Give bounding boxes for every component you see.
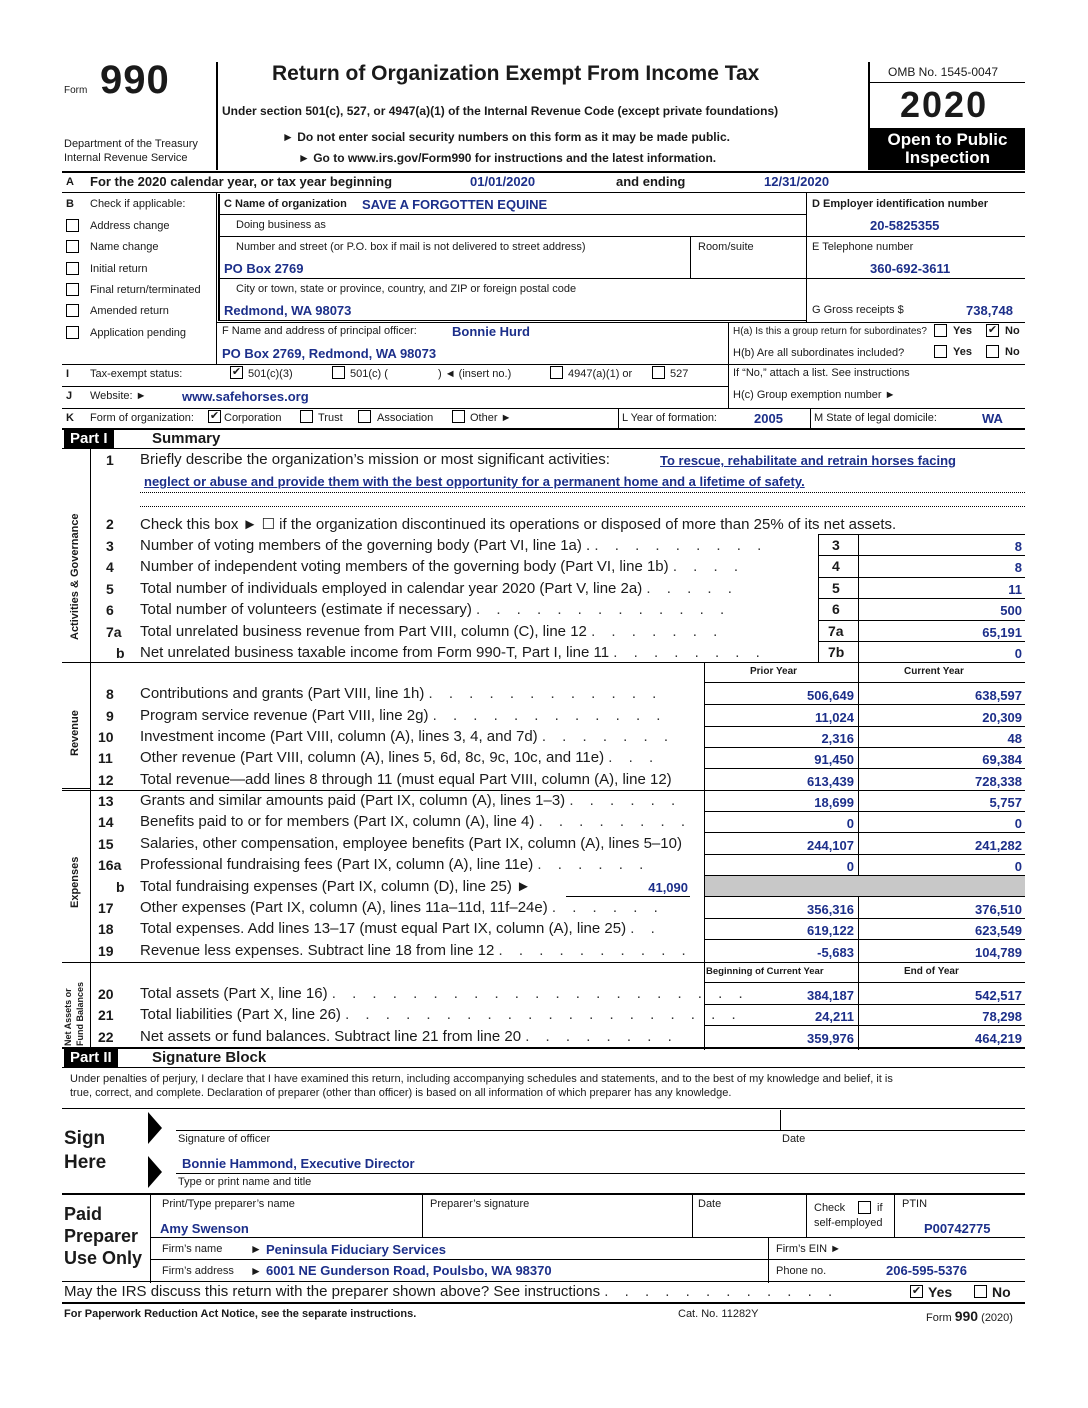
side-label-revenue: Revenue (69, 710, 81, 756)
ha-label: H(a) Is this a group return for subordinates? (733, 326, 927, 337)
line-4-number: 4 (106, 559, 114, 575)
ha-no-label: No (1005, 325, 1020, 337)
address-change-label: Address change (90, 220, 170, 232)
line-7b-text: Net unrelated business taxable income from Form 990-T, Part I, line 11 . . . . . . . . (140, 644, 766, 661)
line-13-current: 5,757 (989, 795, 1022, 810)
line-11-current: 69,384 (982, 752, 1022, 767)
preparer-label: Preparer (64, 1226, 139, 1246)
corporation-checkbox[interactable]: ✔ (209, 410, 220, 422)
line-22-prior: 359,976 (807, 1031, 854, 1046)
line-6-box: 6 (832, 601, 840, 617)
line-4-box: 4 (832, 558, 840, 574)
hc-label: H(c) Group exemption number ► (733, 389, 896, 401)
col-end-of-year: End of Year (904, 966, 959, 977)
side-label-governance: Activities & Governance (69, 513, 81, 640)
firm-name-label: Firm’s name (162, 1243, 223, 1255)
line-2-number: 2 (106, 516, 114, 532)
status-501c-checkbox[interactable] (332, 366, 345, 379)
amended-return-label: Amended return (90, 305, 169, 317)
line-7a-text: Total unrelated business revenue from Part VIII, column (C), line 12 . . . . . . . (140, 623, 724, 640)
line-15-prior: 244,107 (807, 838, 854, 853)
city-label: City or town, state or province, country, and ZIP or foreign postal code (236, 283, 577, 295)
line-20-current: 542,517 (975, 988, 1022, 1003)
sign-label-1: Sign (64, 1128, 106, 1149)
ha-yes-label: Yes (953, 325, 972, 337)
line-6-text: Total number of volunteers (estimate if necessary) . . . . . . . . . . . . . (140, 601, 731, 618)
final-return-label: Final return/terminated (90, 284, 201, 296)
line-a-text: For the 2020 calendar year, or tax year beginning (90, 174, 393, 189)
and-ending-label: and ending (616, 174, 686, 189)
line-17-prior: 356,316 (807, 902, 854, 917)
status-501c-label: 501(c) ( (350, 368, 388, 380)
mission-line-1: To rescue, rehabilitate and retrain horses facing (660, 453, 956, 468)
year-formation-label: L Year of formation: (622, 412, 717, 424)
dept-line-2: Internal Revenue Service (64, 152, 188, 164)
trust-label: Trust (318, 412, 343, 424)
line-12-text: Total revenue—add lines 8 through 11 (must equal Part VIII, column (A), line 12) (140, 771, 672, 788)
line-20-prior: 384,187 (807, 988, 854, 1003)
telephone-label: E Telephone number (812, 241, 914, 253)
line-17-number: 17 (98, 900, 114, 916)
discuss-yes-checkbox[interactable]: ✔ (911, 1285, 922, 1297)
line-8-number: 8 (106, 686, 114, 702)
other-checkbox[interactable] (452, 410, 465, 423)
city-state-zip: Redmond, WA 98073 (224, 303, 352, 318)
line-21-number: 21 (98, 1007, 114, 1023)
penalty-text-1: Under penalties of perjury, I declare that I have examined this return, including accompanying schedules and statements, and to the best of my knowledge and belief, it is (70, 1073, 893, 1085)
principal-officer-name: Bonnie Hurd (452, 324, 530, 339)
line-9-text: Program service revenue (Part VIII, line 2g) . . . . . . . . . . . . (140, 707, 667, 724)
line-16a-text: Professional fundraising fees (Part IX, column (A), line 11e) . . . . . . (140, 856, 650, 873)
tax-year: 2020 (900, 84, 989, 125)
org-name-label: C Name of organization (224, 198, 347, 210)
check-label: Check (814, 1202, 846, 1214)
line-21-current: 78,298 (982, 1009, 1022, 1024)
catalog-number: Cat. No. 11282Y (678, 1308, 759, 1320)
website-value: www.safehorses.org (182, 389, 309, 404)
association-label: Association (377, 412, 434, 424)
line-15-number: 15 (98, 836, 114, 852)
line-16b-text: Total fundraising expenses (Part IX, column (D), line 25) ► (140, 878, 531, 895)
form-number: 990 (100, 58, 170, 102)
signature-date-label: Date (782, 1133, 806, 1145)
line-5-box: 5 (832, 580, 840, 596)
line-16b-number: b (116, 879, 125, 895)
line-16a-prior: 0 (846, 859, 854, 874)
part-2-label: Part II (64, 1049, 118, 1067)
status-4947-label: 4947(a)(1) or (568, 368, 633, 380)
line-a-label: A (66, 176, 74, 188)
line-18-current: 623,549 (975, 923, 1022, 938)
form-title: Return of Organization Exempt From Income Tax (272, 62, 760, 85)
line-7a-box: 7a (828, 623, 844, 639)
paperwork-notice: For Paperwork Reduction Act Notice, see the separate instructions. (64, 1308, 417, 1320)
line-16b-inline-value: 41,090 (648, 880, 688, 895)
line-7b-number: b (116, 645, 125, 661)
line-12-current: 728,338 (975, 774, 1022, 789)
form-word: Form (64, 85, 88, 96)
side-label-net-2: Fund Balances (75, 981, 85, 1046)
initial-return-checkbox[interactable] (66, 262, 79, 275)
line-19-prior: -5,683 (817, 945, 854, 960)
gross-receipts-value: 738,748 (966, 303, 1013, 318)
preparer-date-label: Date (698, 1198, 722, 1210)
telephone-value: 360-692-3611 (870, 261, 951, 276)
line-8-current: 638,597 (975, 688, 1022, 703)
line-21-text: Total liabilities (Part X, line 26) . . . . . . . . . . . . . . . . . . . . (140, 1006, 742, 1023)
domicile-label: M State of legal domicile: (814, 412, 937, 424)
line-5-number: 5 (106, 581, 114, 597)
line-12-prior: 613,439 (807, 774, 854, 789)
line-i-label: I (66, 368, 70, 380)
amended-return-checkbox[interactable] (66, 304, 79, 317)
phone-label: Phone no. (776, 1265, 827, 1277)
firm-address-arrow-icon: ► (250, 1264, 262, 1278)
signature-officer-label: Signature of officer (178, 1133, 271, 1145)
hb-label: H(b) Are all subordinates included? (733, 347, 905, 359)
line-7b-value: 0 (1014, 646, 1022, 661)
street-address: PO Box 2769 (224, 261, 304, 276)
principal-officer-label: F Name and address of principal officer: (222, 325, 417, 337)
part-1-label: Part I (64, 430, 114, 448)
line-22-current: 464,219 (975, 1031, 1022, 1046)
name-change-label: Name change (90, 241, 159, 253)
discuss-yes-label: Yes (928, 1284, 953, 1300)
sign-arrow-2-icon (148, 1156, 162, 1188)
instruction-website: ► Go to www.irs.gov/Form990 for instructions and the latest information. (298, 151, 717, 165)
line-10-text: Investment income (Part VIII, column (A), lines 3, 4, and 7d) . . . . . . . (140, 728, 675, 745)
line-22-number: 22 (98, 1029, 114, 1045)
line-4-value: 8 (1014, 560, 1022, 575)
open-public-line-1: Open to Public (887, 130, 1008, 149)
street-label: Number and street (or P.O. box if mail is not delivered to street address) (236, 241, 586, 253)
tax-year-end: 12/31/2020 (764, 174, 830, 189)
line-8-text: Contributions and grants (Part VIII, line 1h) . . . . . . . . . . . . (140, 685, 663, 702)
preparer-signature-label: Preparer’s signature (430, 1198, 530, 1210)
status-501c3-label: 501(c)(3) (248, 368, 293, 380)
line-1-text: Briefly describe the organization’s mission or most significant activities: (140, 451, 610, 468)
line-2-text[interactable]: Check this box ► ☐ if the organization discontinued its operations or disposed of more than 25% of its net assets. (140, 516, 897, 533)
line-16a-current: 0 (1014, 859, 1022, 874)
line-16a-number: 16a (98, 857, 122, 873)
firm-name-arrow-icon: ► (250, 1242, 262, 1256)
line-13-number: 13 (98, 793, 114, 809)
line-5-text: Total number of individuals employed in calendar year 2020 (Part V, line 2a) . . . . . (140, 580, 738, 597)
line-11-prior: 91,450 (814, 752, 854, 767)
line-12-number: 12 (98, 772, 114, 788)
open-public-line-2: Inspection (904, 148, 990, 167)
line-4-text: Number of independent voting members of the governing body (Part VI, line 1b) . . . . (140, 558, 744, 575)
line-k-label: K (66, 412, 74, 424)
line-21-prior: 24,211 (814, 1009, 854, 1024)
name-change-checkbox[interactable] (66, 240, 79, 253)
line-9-current: 20,309 (982, 710, 1022, 725)
hb-yes-label: Yes (953, 346, 972, 358)
line-13-prior: 18,699 (814, 795, 854, 810)
gross-receipts-label: G Gross receipts $ (812, 304, 904, 316)
line-13-text: Grants and similar amounts paid (Part IX, column (A), lines 1–3) . . . . . . (140, 792, 682, 809)
room-suite-label: Room/suite (698, 241, 754, 253)
address-change-checkbox[interactable] (66, 219, 79, 232)
ein-label: D Employer identification number (812, 198, 989, 210)
line-5-value: 11 (1008, 582, 1022, 597)
line-1-number: 1 (106, 452, 114, 468)
line-14-current: 0 (1014, 816, 1022, 831)
status-4947-checkbox[interactable] (550, 366, 563, 379)
line-14-text: Benefits paid to or for members (Part IX, column (A), line 4) . . . . . . . . (140, 813, 692, 830)
self-employed-checkbox[interactable] (858, 1201, 871, 1214)
tax-exempt-label: Tax-exempt status: (90, 368, 183, 380)
hb-no-label: No (1005, 346, 1020, 358)
ha-yes-checkbox[interactable] (934, 324, 947, 337)
line-20-text: Total assets (Part X, line 16) . . . . . . . . . . . . . . . . . . . . . (140, 985, 749, 1002)
sign-label-2: Here (64, 1152, 107, 1173)
line-15-text: Salaries, other compensation, employee benefits (Part IX, column (A), lines 5–10) (140, 835, 682, 852)
dba-label: Doing business as (236, 219, 326, 231)
penalty-text-2: true, correct, and complete. Declaration of preparer (other than officer) is based on all information of which preparer has any knowledge. (70, 1087, 732, 1099)
if-label: if (877, 1202, 883, 1214)
line-6-value: 500 (1000, 603, 1022, 618)
line-7a-value: 65,191 (982, 625, 1022, 640)
use-only-label: Use Only (64, 1248, 143, 1268)
sign-arrow-1-icon (148, 1112, 162, 1144)
line-9-number: 9 (106, 708, 114, 724)
status-501c3-checkbox[interactable]: ✔ (231, 366, 242, 378)
form-of-org-label: Form of organization: (90, 412, 194, 424)
year-formation-value: 2005 (754, 411, 783, 426)
line-17-text: Other expenses (Part IX, column (A), lines 11a–11d, 11f–24e) . . . . . . (140, 899, 664, 916)
firm-ein-label: Firm’s EIN ► (776, 1243, 842, 1255)
ptin-value: P00742775 (924, 1221, 991, 1236)
other-label: Other ► (470, 412, 512, 424)
status-527-checkbox[interactable] (652, 366, 665, 379)
line-8-prior: 506,649 (807, 688, 854, 703)
domicile-value: WA (982, 411, 1003, 426)
line-11-text: Other revenue (Part VIII, column (A), lines 5, 6d, 8c, 9c, 10c, and 11e) . . . (140, 749, 660, 766)
application-pending-checkbox[interactable] (66, 326, 79, 339)
line-19-current: 104,789 (975, 945, 1022, 960)
line-15-current: 241,282 (975, 838, 1022, 853)
initial-return-label: Initial return (90, 263, 148, 275)
section-b-label: B (66, 198, 74, 210)
col-prior-year: Prior Year (750, 666, 798, 677)
status-501c-insert: ) ◄ (insert no.) (438, 368, 512, 380)
firm-name: Peninsula Fiduciary Services (266, 1242, 446, 1257)
side-label-net-1: Net Assets or (63, 988, 73, 1046)
discuss-no-label: No (992, 1284, 1011, 1300)
corporation-label: Corporation (224, 412, 282, 424)
dept-line-1: Department of the Treasury (64, 138, 198, 150)
line-3-text: Number of voting members of the governing body (Part VI, line 1a) . . . . . . . . . . (140, 537, 768, 554)
line-7b-box: 7b (828, 644, 845, 660)
hb-note: If “No,” attach a list. See instructions (733, 367, 910, 379)
line-10-current: 48 (1007, 731, 1022, 746)
org-name: SAVE A FORGOTTEN EQUINE (362, 197, 548, 212)
line-22-text: Net assets or fund balances. Subtract line 21 from line 20 . . . . . . . . (140, 1028, 678, 1045)
ha-no-checkbox[interactable]: ✔ (987, 324, 998, 336)
status-527-label: 527 (670, 368, 689, 380)
line-17-current: 376,510 (975, 902, 1022, 917)
tax-year-begin: 01/01/2020 (470, 174, 536, 189)
form-subtitle: Under section 501(c), 527, or 4947(a)(1) of the Internal Revenue Code (except private foundations) (222, 104, 779, 118)
line-16b-shaded (705, 876, 1025, 896)
line-14-prior: 0 (846, 816, 854, 831)
line-19-number: 19 (98, 943, 114, 959)
line-18-prior: 619,122 (807, 923, 854, 938)
omb-number: OMB No. 1545-0047 (888, 65, 999, 79)
line-10-prior: 2,316 (821, 731, 854, 746)
line-3-value: 8 (1014, 539, 1022, 554)
hb-yes-checkbox[interactable] (934, 345, 947, 358)
self-employed-label: self-employed (814, 1217, 883, 1229)
trust-checkbox[interactable] (300, 410, 313, 423)
firm-address-label: Firm’s address (162, 1265, 234, 1277)
ein-value: 20-5825355 (870, 218, 940, 233)
line-7a-number: 7a (106, 624, 122, 640)
firm-address: 6001 NE Gunderson Road, Poulsbo, WA 98370 (266, 1263, 552, 1278)
line-18-text: Total expenses. Add lines 13–17 (must equal Part IX, column (A), line 25) . . (140, 920, 661, 937)
line-19-text: Revenue less expenses. Subtract line 18 from line 12 . . . . . . . . . . (140, 942, 692, 959)
mission-line-2: neglect or abuse and provide them with the best opportunity for a permanent home and a lifetime of safety. (144, 474, 805, 489)
instruction-ssn: ► Do not enter social security numbers on this form as it may be made public. (282, 130, 730, 144)
line-20-number: 20 (98, 986, 114, 1002)
line-14-number: 14 (98, 814, 114, 830)
officer-name-title: Bonnie Hammond, Executive Director (182, 1156, 415, 1171)
line-9-prior: 11,024 (814, 710, 854, 725)
line-6-number: 6 (106, 602, 114, 618)
part-2-title: Signature Block (152, 1049, 267, 1066)
preparer-name-label: Print/Type preparer’s name (162, 1198, 295, 1210)
application-pending-label: Application pending (90, 327, 187, 339)
paid-label: Paid (64, 1204, 103, 1224)
type-name-label: Type or print name and title (178, 1176, 312, 1188)
side-label-expenses: Expenses (69, 856, 81, 908)
part-1-title: Summary (152, 430, 221, 447)
website-label: Website: ► (90, 390, 147, 402)
ptin-label: PTIN (902, 1198, 928, 1210)
line-11-number: 11 (98, 750, 113, 766)
line-j-label: J (66, 390, 73, 402)
line-3-box: 3 (832, 537, 840, 553)
hb-no-checkbox[interactable] (986, 345, 999, 358)
footer-form-id: Form 990 (2020) (926, 1308, 1013, 1324)
preparer-phone: 206-595-5376 (886, 1263, 967, 1278)
col-current-year: Current Year (904, 666, 964, 677)
line-10-number: 10 (98, 729, 114, 745)
discuss-no-checkbox[interactable] (974, 1285, 987, 1298)
line-3-number: 3 (106, 538, 114, 554)
col-beginning-year: Beginning of Current Year (706, 966, 824, 977)
section-b-title: Check if applicable: (90, 198, 186, 210)
principal-officer-address: PO Box 2769, Redmond, WA 98073 (222, 346, 437, 361)
line-18-number: 18 (98, 921, 114, 937)
irs-discuss-question: May the IRS discuss this return with the preparer shown above? See instructions . . . . . . . . . . . . (64, 1283, 839, 1300)
final-return-checkbox[interactable] (66, 283, 79, 296)
association-checkbox[interactable] (358, 410, 371, 423)
preparer-name: Amy Swenson (160, 1221, 249, 1236)
